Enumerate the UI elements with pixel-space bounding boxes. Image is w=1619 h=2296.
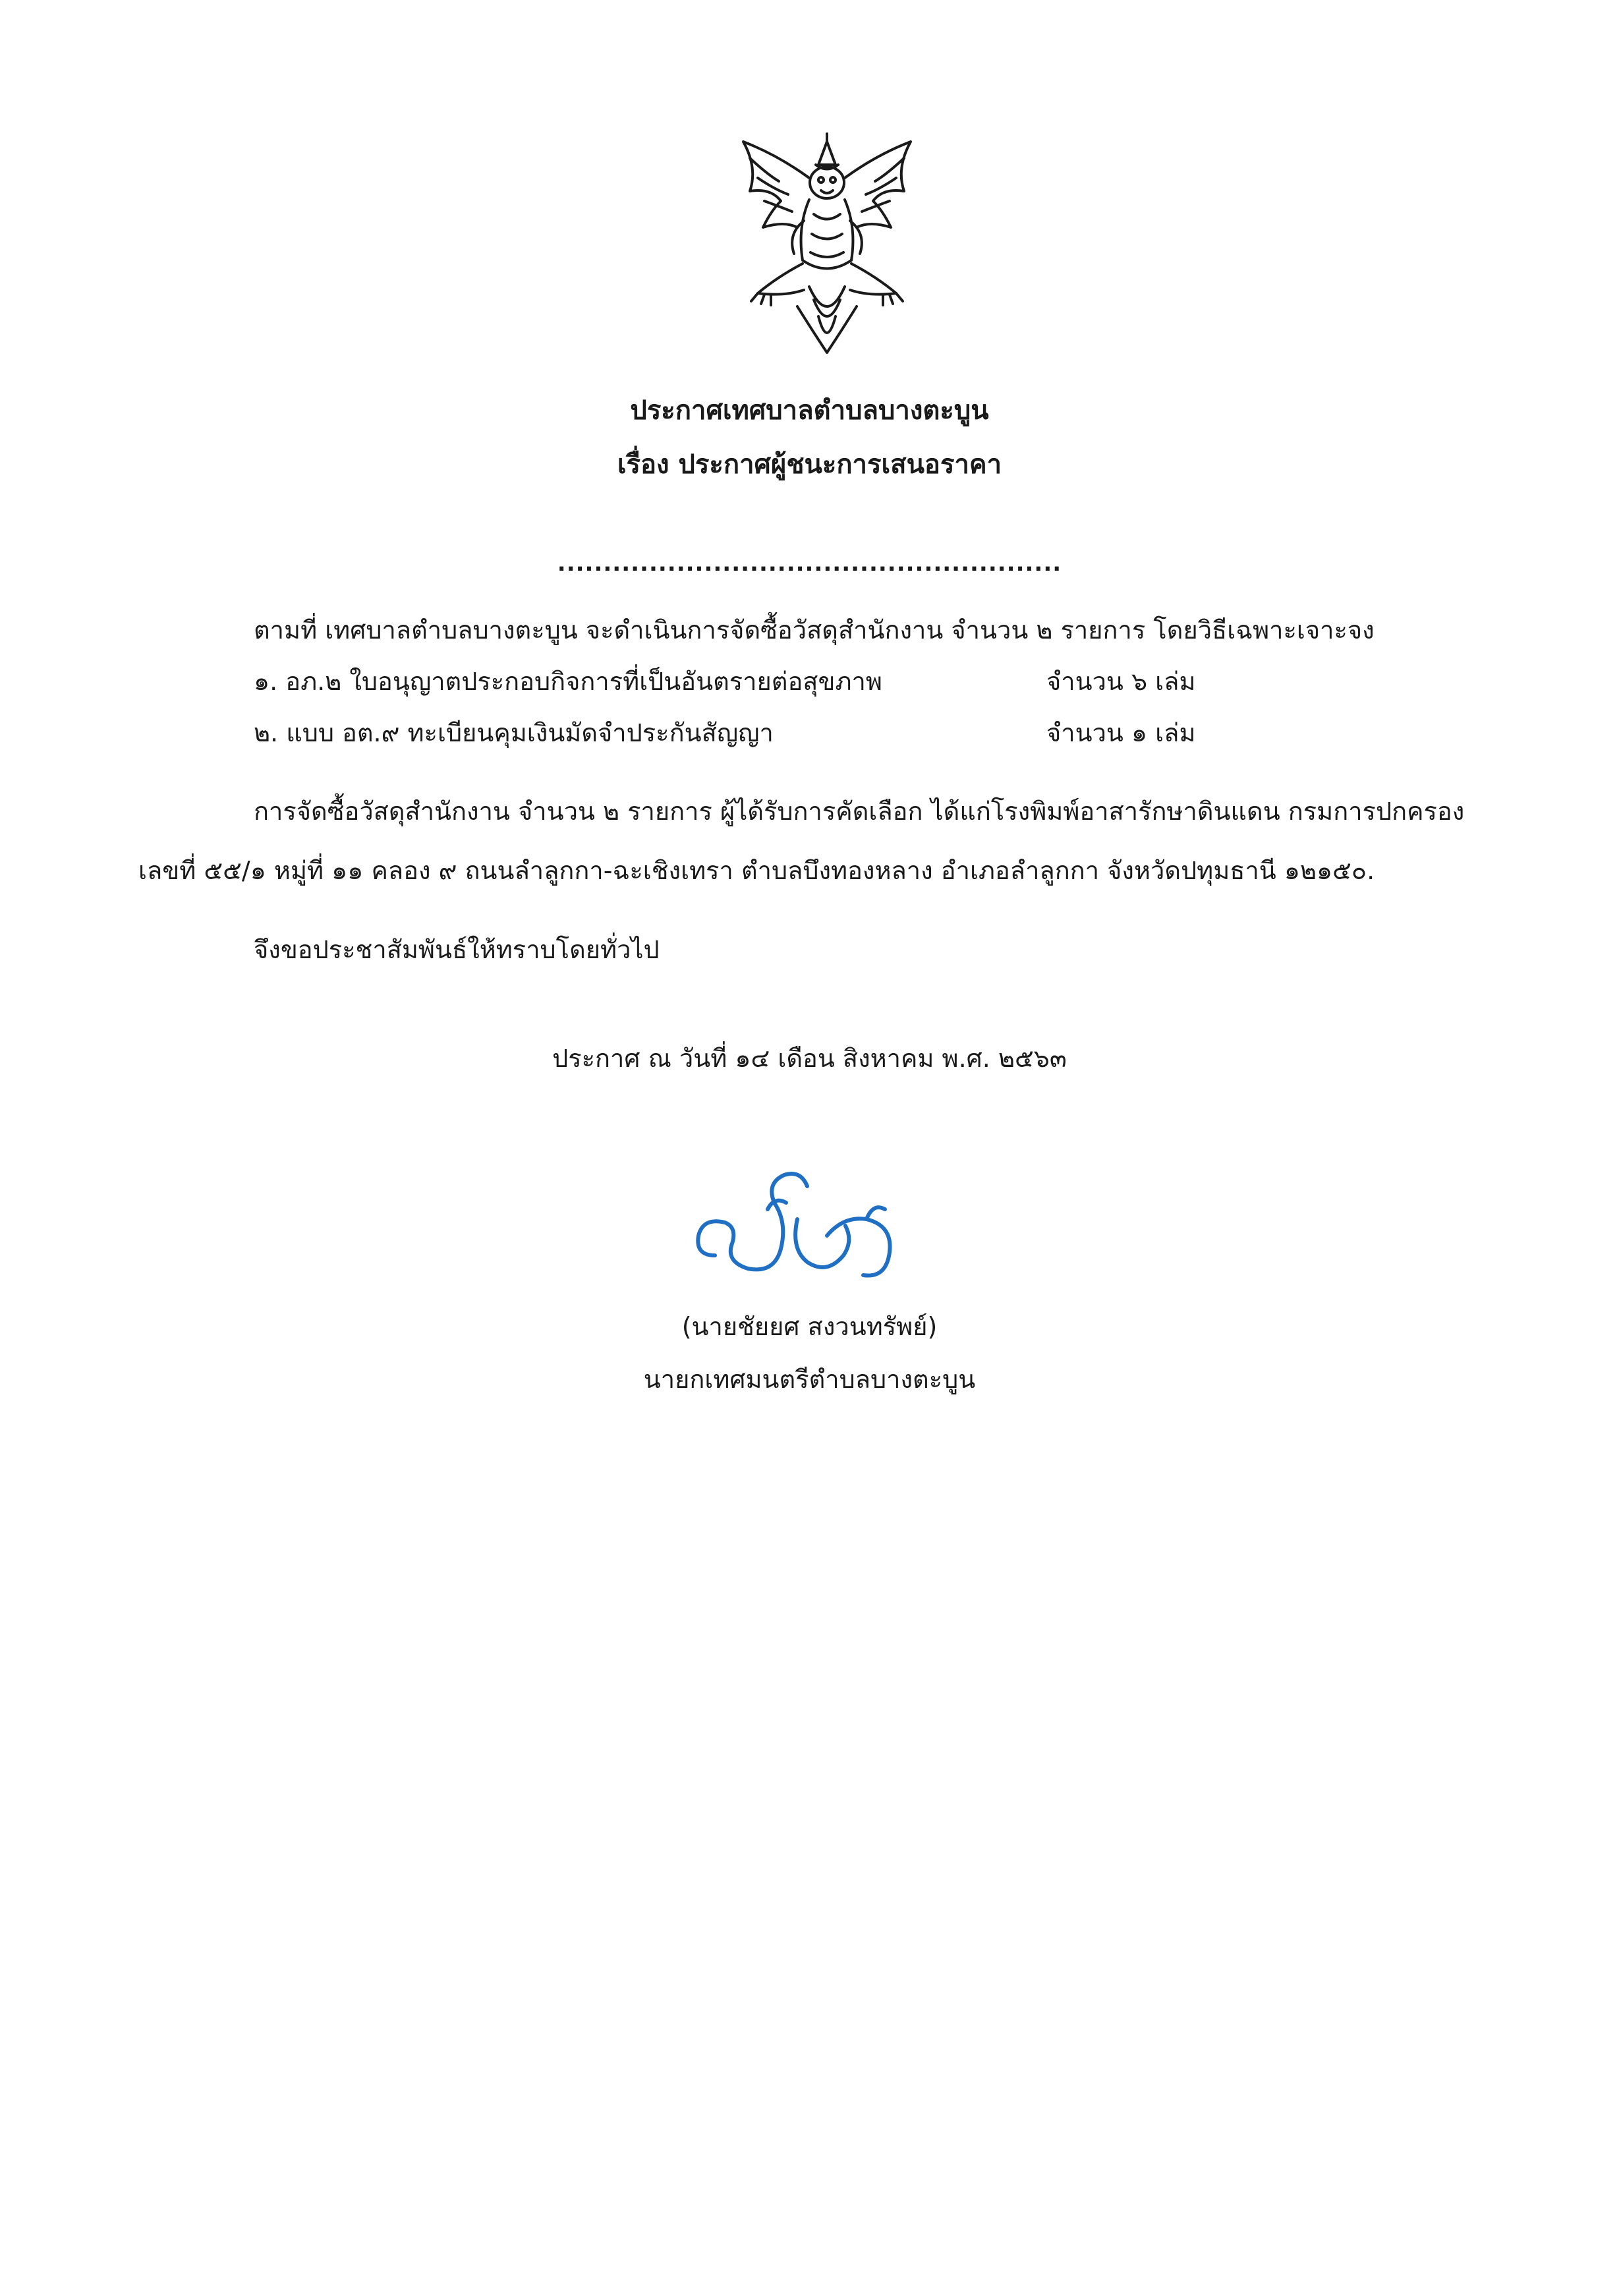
item-1-quantity: จำนวน ๖ เล่ม xyxy=(1046,667,1196,696)
intro-paragraph: ตามที่ เทศบาลตำบลบางตะบูน จะดำเนินการจัดซื้อวัสดุสำนักงาน จำนวน ๒ รายการ โดยวิธีเฉพาะเจาะจง xyxy=(254,616,1375,645)
dotted-divider: ....................................................... xyxy=(557,550,1062,577)
award-paragraph-line-1: การจัดซื้อวัสดุสำนักงาน จำนวน ๒ รายการ ผู้ได้รับการคัดเลือก ได้แก่โรงพิมพ์อาสารักษาดินแดน กรมการปกครอง xyxy=(254,797,1465,826)
signer-name: (นายชัยยศ สงวนทรัพย์) xyxy=(681,1312,938,1341)
item-2-quantity: จำนวน ๑ เล่ม xyxy=(1046,718,1196,747)
announcement-date: ประกาศ ณ วันที่ ๑๔ เดือน สิงหาคม พ.ศ. ๒๕๖๓ xyxy=(552,1044,1067,1073)
closing-paragraph: จึงขอประชาสัมพันธ์ให้ทราบโดยทั่วไป xyxy=(254,935,660,964)
item-1-text: ๑. อภ.๒ ใบอนุญาตประกอบกิจการที่เป็นอันตรายต่อสุขภาพ xyxy=(254,667,882,696)
signature-image xyxy=(675,1157,926,1295)
item-2-text: ๒. แบบ อต.๙ ทะเบียนคุมเงินมัดจำประกันสัญญา xyxy=(254,718,774,747)
announcement-subject: เรื่อง ประกาศผู้ชนะการเสนอราคา xyxy=(617,449,1002,480)
signer-position: นายกเทศมนตรีตำบลบางตะบูน xyxy=(643,1365,976,1394)
announcement-title: ประกาศเทศบาลตำบลบางตะบูน xyxy=(630,395,989,426)
award-paragraph-line-2: เลขที่ ๕๕/๑ หมู่ที่ ๑๑ คลอง ๙ ถนนลำลูกกา-ฉะเชิงเทรา ตำบลบึงทองหลาง อำเภอลำลูกกา จังหวัดปทุมธานี ๑๒๑๕๐. xyxy=(138,856,1375,885)
garuda-emblem-icon xyxy=(731,129,923,359)
